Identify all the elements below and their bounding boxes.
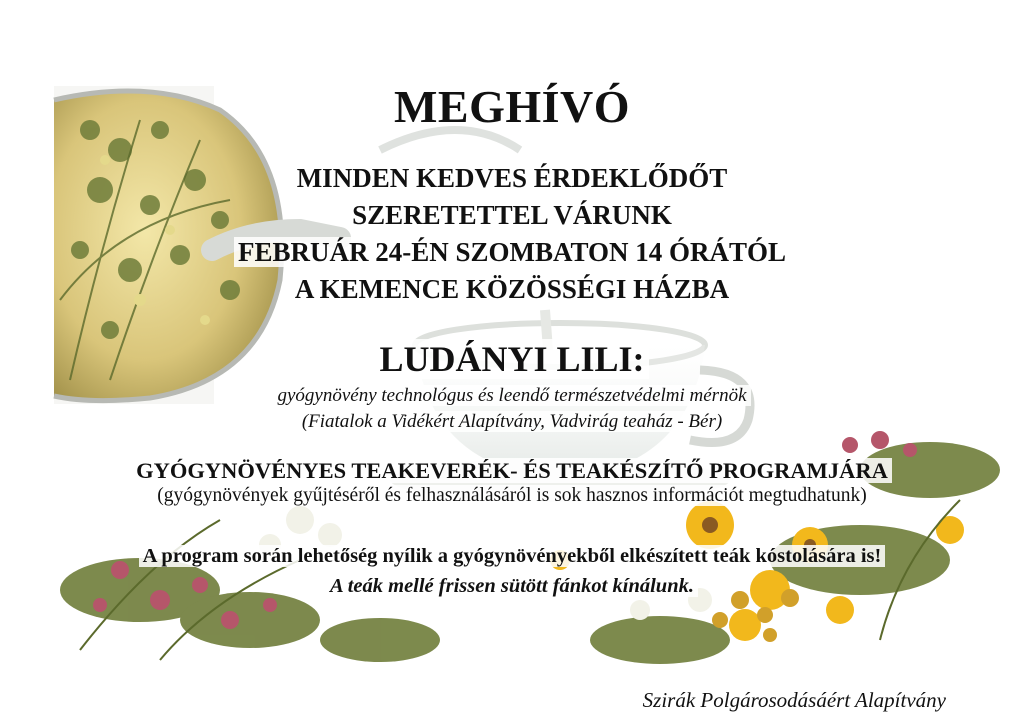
organizer-signature: Szirák Polgárosodásáért Alapítvány: [642, 688, 946, 712]
tasting-note: A program során lehetőség nyílik a gyógynövényekből elkészített teák kóstolására is!: [0, 545, 1024, 568]
donut-note: A teák mellé frissen sütött fánkot kínálunk.: [0, 575, 1024, 598]
invitation-line-3: FEBRUÁR 24-ÉN SZOMBATON 14 ÓRÁTÓL: [0, 234, 1024, 271]
program-subtitle: (gyógynövények gyűjtéséről és felhasználásáról is sok hasznos információt megtudhatunk): [0, 485, 1024, 507]
speaker-role: gyógynövény technológus és leendő természetvédelmi mérnök: [0, 383, 1024, 409]
speaker-affiliation: (Fiatalok a Vidékért Alapítvány, Vadvirág teaház - Bér): [0, 409, 1024, 435]
invitation-line-2: SZERETETTEL VÁRUNK: [0, 197, 1024, 234]
invitation-line-1: MINDEN KEDVES ÉRDEKLŐDŐT: [0, 160, 1024, 197]
speaker-name: LUDÁNYI LILI:: [0, 338, 1024, 380]
program-title: GYÓGYNÖVÉNYES TEAKEVERÉK- ÉS TEAKÉSZÍTŐ PROGRAMJÁRA: [0, 458, 1024, 484]
invitation-title: MEGHÍVÓ: [393, 81, 631, 132]
invitation-line-4: A KEMENCE KÖZÖSSÉGI HÁZBA: [0, 271, 1024, 308]
